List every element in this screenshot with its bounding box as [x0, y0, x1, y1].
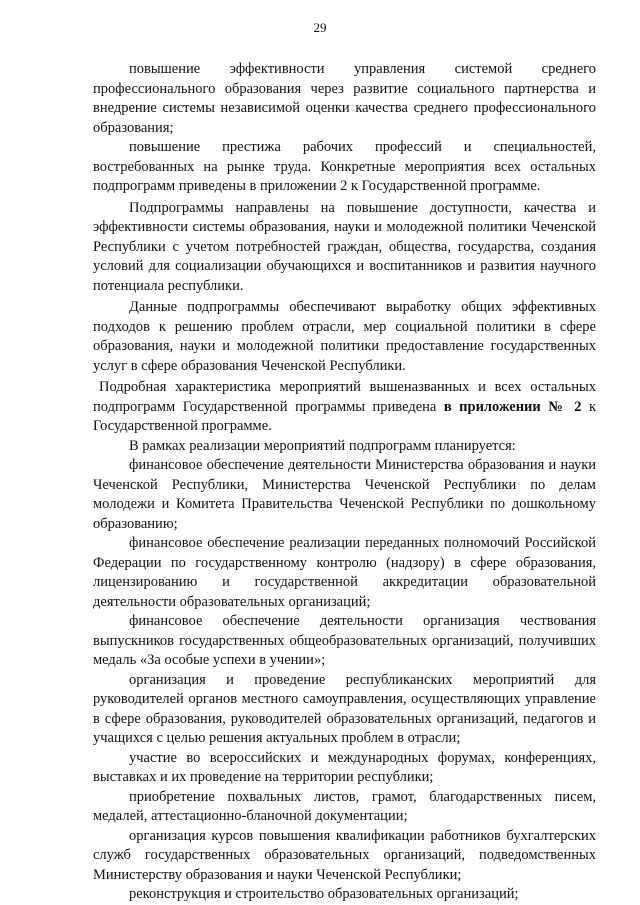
paragraph-appendix-reference: [93, 378, 596, 437]
appendix-text-before: Подробная характеристика мероприятий вышеназванных и всех остальных подпрограмм Государственной программы приведена: [93, 379, 596, 415]
list-item-republican-events: организация и проведение республиканских мероприятий для руководителей органов местного самоуправления, осуществляющих управление в сфере образования, руководителей образовательных организаций, педагогов и учащихся с целью решения актуальных проблем в отрасли;: [93, 671, 596, 746]
list-item-construction: реконструкция и строительство образовательных организаций;: [129, 886, 519, 902]
paragraph-worker-prestige: повышение престижа рабочих профессий и специальностей, востребованных на рынке труда. Конкретные мероприятия всех остальных подпрограмм приведены в приложении 2 к Государственной программе.: [93, 139, 596, 194]
appendix-text-after: к Государственной программе.: [93, 398, 596, 434]
list-item-accountant-courses: организация курсов повышения квалификации работников бухгалтерских служб государственных образовательных организаций, подведомственных Министерству образования и науки Чеченской Республики;: [93, 827, 596, 883]
paragraph-planned-intro: В рамках реализации мероприятий подпрограмм планируется:: [129, 437, 516, 454]
list-item-forums: участие во всероссийских и международных форумах, конференциях, выставках и их проведение на территории республики;: [93, 749, 596, 785]
paragraph-subprogram-approaches: Данные подпрограммы обеспечивают выработку общих эффективных подходов к решению проблем отрасли, мер социальной политики в сфере образования, науки и молодежной политики предоставление государственных услуг в сфере образования Чеченской Республики.: [93, 299, 596, 374]
document-body: [93, 60, 596, 905]
page-number: 29: [313, 20, 327, 35]
paragraph-subprogram-goals: Подпрограммы направлены на повышение доступности, качества и эффективности системы образования, науки и молодежной политики Чеченской Республики с учетом потребностей граждан, общества, государства, создания условий для социализации обучающихся и воспитанников и развития научного потенциала республики.: [93, 199, 596, 294]
appendix-link-text: в приложении № 2: [443, 398, 582, 415]
list-item-certificates: приобретение похвальных листов, грамот, благодарственных писем, медалей, аттестационно-бланочной документации;: [93, 788, 596, 824]
list-item-federal-powers: финансовое обеспечение реализации переданных полномочий Российской Федерации по государственному контролю (надзору) в сфере образования, лицензированию и государственной аккредитации образовательной деятельности образовательных организаций;: [93, 535, 596, 610]
list-item-graduates-honoring: финансовое обеспечение деятельности организация чествования выпускников государственных общеобразовательных организаций, получивших медаль «За особые успехи в учении»;: [93, 613, 596, 668]
paragraph-vet-management: повышение эффективности управления системой среднего профессионального образования через развитие социального партнерства и внедрение системы независимой оценки качества среднего профессионального образования;: [93, 61, 596, 136]
list-item-ministry-funding: финансовое обеспечение деятельности Министерства образования и науки Чеченской Республики, Министерства Чеченской Республики по делам молодежи и Комитета Правительства Чеченской Республики по дошкольному образованию;: [93, 457, 596, 532]
